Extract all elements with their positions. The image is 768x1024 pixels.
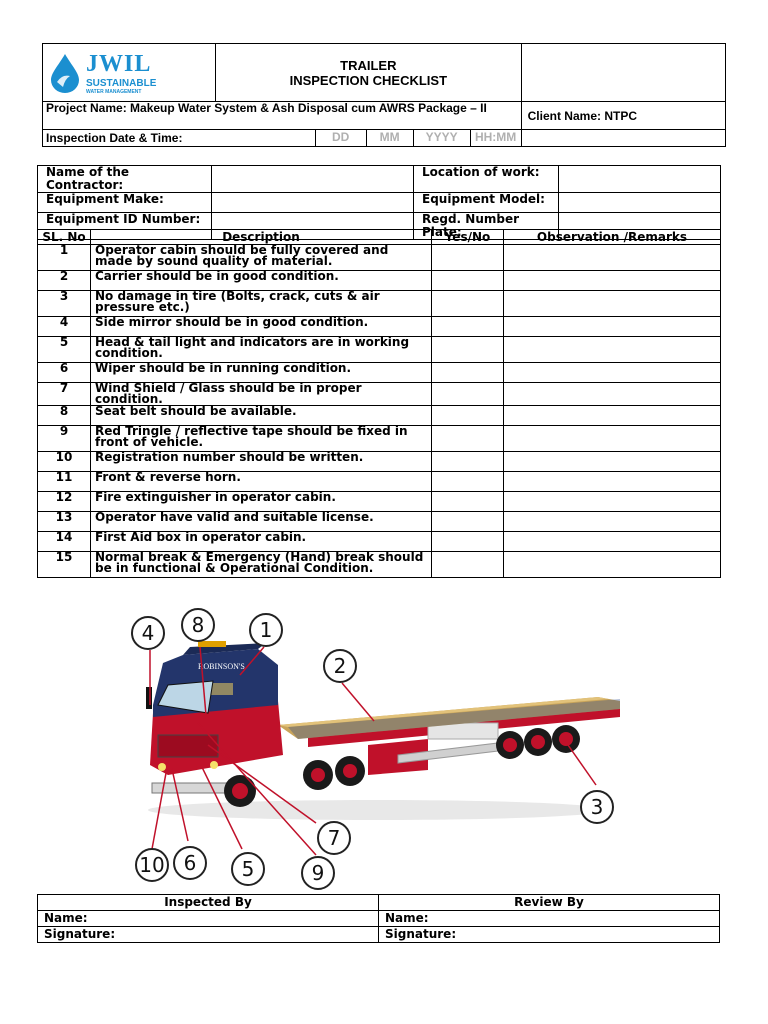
checklist-row: [38, 552, 721, 578]
callout-8: [182, 609, 214, 641]
callout-10: [136, 849, 168, 881]
inspected-by-heading: Inspected By: [38, 895, 379, 911]
row-yes-no-field[interactable]: [432, 426, 504, 452]
svg-text:7: 7: [327, 826, 341, 850]
callout-4: [132, 617, 164, 649]
row-yes-no-field[interactable]: [432, 317, 504, 337]
svg-text:10: 10: [139, 853, 165, 877]
date-mm-field[interactable]: MM: [366, 130, 413, 147]
row-number: 5: [38, 337, 91, 363]
ground-shadow: [148, 800, 608, 820]
row-yes-no-field[interactable]: [432, 245, 504, 271]
contractor-label: Name of the Contractor:: [38, 166, 212, 193]
date-yyyy-field[interactable]: YYYY: [413, 130, 470, 147]
col-sl-no: SL. No: [38, 230, 91, 245]
row-remarks-field[interactable]: [504, 532, 721, 552]
row-number: 1: [38, 245, 91, 271]
plate-label: Regd. Number Plate:: [414, 213, 559, 240]
svg-text:4: 4: [141, 621, 155, 645]
equipment-id-label: Equipment ID Number:: [38, 213, 212, 240]
row-remarks-field[interactable]: [504, 552, 721, 578]
client-name: Client Name: NTPC: [521, 102, 725, 130]
row-description: Operator cabin should be fully covered and made by sound quality of material.: [91, 245, 432, 271]
row-yes-no-field[interactable]: [432, 406, 504, 426]
row-number: 10: [38, 452, 91, 472]
checklist-row: [38, 245, 721, 271]
inspection-date-label: Inspection Date & Time:: [43, 130, 316, 147]
row-description: Side mirror should be in good condition.: [91, 317, 432, 337]
title-line1: TRAILER: [340, 57, 397, 73]
time-hhmm-field[interactable]: HH:MM: [470, 130, 521, 147]
checklist-row: [38, 271, 721, 291]
checklist-row: [38, 337, 721, 363]
row-remarks-field[interactable]: [504, 337, 721, 363]
callout-6: [174, 847, 206, 879]
svg-text:8: 8: [191, 613, 205, 637]
row-description: Front & reverse horn.: [91, 472, 432, 492]
row-yes-no-field[interactable]: [432, 492, 504, 512]
company-logo: [46, 48, 212, 98]
checklist-row: [38, 492, 721, 512]
contractor-field[interactable]: [212, 166, 414, 193]
checklist-row: [38, 291, 721, 317]
row-description: Operator have valid and suitable license.: [91, 512, 432, 532]
checklist-body: [38, 245, 721, 578]
row-remarks-field[interactable]: [504, 426, 721, 452]
callout-3: [581, 791, 613, 823]
row-description: Head & tail light and indicators are in working condition.: [91, 337, 432, 363]
row-remarks-field[interactable]: [504, 245, 721, 271]
location-label: Location of work:: [414, 166, 559, 193]
reviewer-name-field[interactable]: Name:: [379, 911, 720, 927]
callout-9: [302, 857, 334, 889]
row-yes-no-field[interactable]: [432, 532, 504, 552]
title-line2: INSPECTION CHECKLIST: [289, 72, 448, 88]
date-dd-field[interactable]: DD: [315, 130, 366, 147]
row-remarks-field[interactable]: [504, 406, 721, 426]
row-remarks-field[interactable]: [504, 492, 721, 512]
row-number: 7: [38, 383, 91, 406]
checklist-row: [38, 317, 721, 337]
svg-text:6: 6: [183, 851, 197, 875]
row-description: Carrier should be in good condition.: [91, 271, 432, 291]
callout-2: [324, 650, 356, 682]
svg-text:2: 2: [333, 654, 347, 678]
row-yes-no-field[interactable]: [432, 363, 504, 383]
checklist-row: [38, 363, 721, 383]
reviewer-signature-field[interactable]: Signature:: [379, 927, 720, 943]
row-number: 3: [38, 291, 91, 317]
row-description: No damage in tire (Bolts, crack, cuts & air pressure etc.): [91, 291, 432, 317]
svg-text:3: 3: [590, 795, 604, 819]
trailer-illustration: [128, 605, 620, 890]
row-remarks-field[interactable]: [504, 271, 721, 291]
col-yes-no: Yes/No: [432, 230, 504, 245]
row-description: Wiper should be in running condition.: [91, 363, 432, 383]
row-yes-no-field[interactable]: [432, 337, 504, 363]
col-description: Description: [91, 230, 432, 245]
title-cell: [216, 44, 522, 102]
row-yes-no-field[interactable]: [432, 383, 504, 406]
row-remarks-field[interactable]: [504, 317, 721, 337]
cab-text: ROBINSON'S: [198, 662, 245, 671]
row-description: Registration number should be written.: [91, 452, 432, 472]
row-number: 12: [38, 492, 91, 512]
checklist-table: [37, 229, 721, 578]
checklist-row: [38, 532, 721, 552]
logo-title: JWIL: [86, 50, 152, 77]
header-empty-cell: [521, 44, 725, 102]
location-field[interactable]: [559, 166, 721, 193]
callout-7: [318, 822, 350, 854]
row-remarks-field[interactable]: [504, 452, 721, 472]
review-by-heading: Review By: [379, 895, 720, 911]
row-remarks-field[interactable]: [504, 512, 721, 532]
head-light: [158, 763, 166, 771]
row-description: Red Tringle / reflective tape should be fixed in front of vehicle.: [91, 426, 432, 452]
make-label: Equipment Make:: [38, 193, 212, 213]
row-number: 8: [38, 406, 91, 426]
trailer-wheels: [496, 725, 580, 759]
model-field[interactable]: [559, 193, 721, 213]
roof-lights: [198, 641, 226, 647]
row-remarks-field[interactable]: [504, 291, 721, 317]
callout-1: [250, 614, 282, 646]
checklist-row: [38, 512, 721, 532]
checklist-row: [38, 426, 721, 452]
svg-text:5: 5: [241, 857, 255, 881]
row-yes-no-field[interactable]: [432, 512, 504, 532]
row-remarks-field[interactable]: [504, 383, 721, 406]
row-number: 14: [38, 532, 91, 552]
logo-sub1: SUSTAINABLE: [86, 77, 157, 89]
row-number: 15: [38, 552, 91, 578]
date-empty-cell: [521, 130, 725, 147]
row-yes-no-field[interactable]: [432, 271, 504, 291]
row-number: 2: [38, 271, 91, 291]
row-number: 6: [38, 363, 91, 383]
logo-sub2: WATER MANAGEMENT: [86, 88, 142, 95]
water-drop-icon: [48, 52, 82, 94]
project-name: Project Name: Makeup Water System & Ash Disposal cum AWRS Package – II: [43, 102, 522, 130]
row-description: Normal break & Emergency (Hand) break should be in functional & Operational Condition.: [91, 552, 432, 578]
row-number: 13: [38, 512, 91, 532]
row-yes-no-field[interactable]: [432, 291, 504, 317]
row-description: Fire extinguisher in operator cabin.: [91, 492, 432, 512]
signoff-table: [37, 894, 720, 943]
svg-text:1: 1: [259, 618, 273, 642]
row-remarks-field[interactable]: [504, 363, 721, 383]
tractor-wheels: [224, 756, 365, 807]
inspector-name-field[interactable]: Name:: [38, 911, 379, 927]
row-number: 11: [38, 472, 91, 492]
row-remarks-field[interactable]: [504, 472, 721, 492]
row-number: 9: [38, 426, 91, 452]
side-mirror: [146, 687, 152, 709]
logo-cell: [43, 44, 216, 102]
row-description: Wind Shield / Glass should be in proper condition.: [91, 383, 432, 406]
row-yes-no-field[interactable]: [432, 472, 504, 492]
col-observation: Observation /Remarks: [504, 230, 721, 245]
checklist-row: [38, 383, 721, 406]
head-light-2: [210, 761, 218, 769]
row-yes-no-field[interactable]: [432, 552, 504, 578]
row-yes-no-field[interactable]: [432, 452, 504, 472]
svg-text:9: 9: [311, 861, 325, 885]
row-description: Seat belt should be available.: [91, 406, 432, 426]
checklist-row: [38, 472, 721, 492]
row-number: 4: [38, 317, 91, 337]
header-table: [42, 43, 726, 147]
model-label: Equipment Model:: [414, 193, 559, 213]
checklist-row: [38, 452, 721, 472]
row-description: First Aid box in operator cabin.: [91, 532, 432, 552]
callout-5: [232, 853, 264, 885]
checklist-row: [38, 406, 721, 426]
make-field[interactable]: [212, 193, 414, 213]
inspector-signature-field[interactable]: Signature:: [38, 927, 379, 943]
